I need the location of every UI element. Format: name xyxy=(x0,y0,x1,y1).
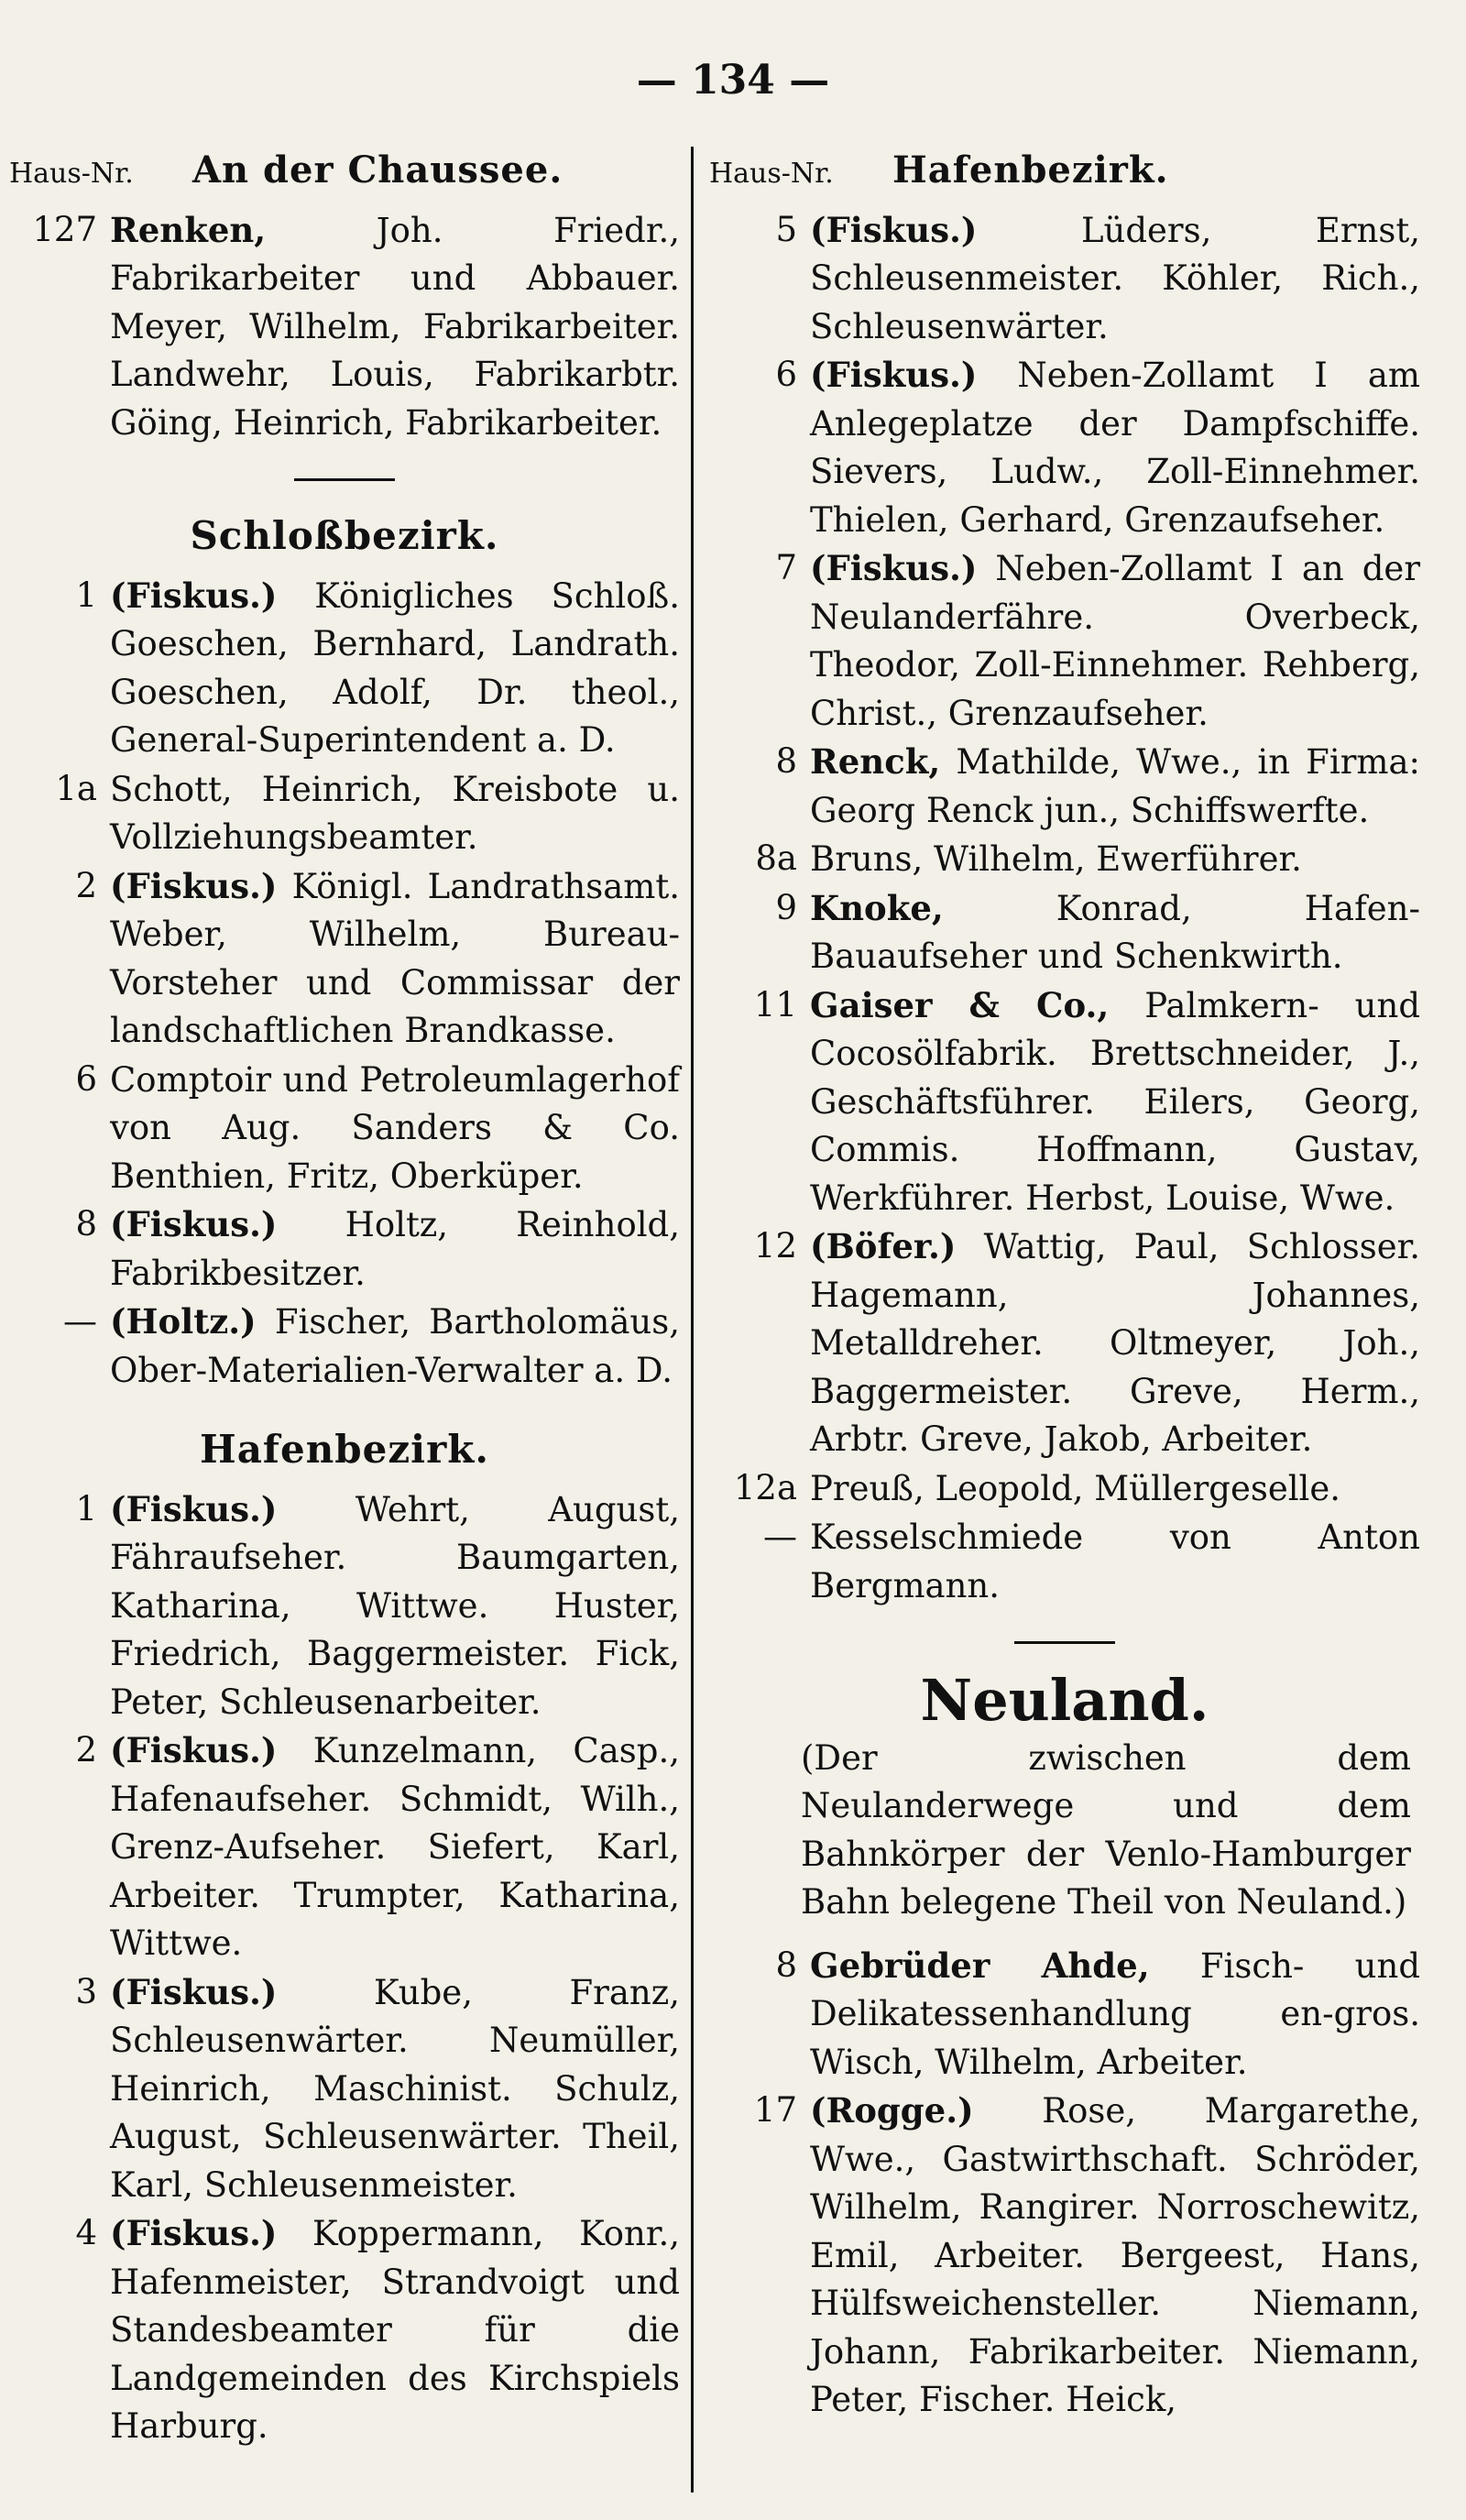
house-number: 4 xyxy=(75,2213,97,2252)
directory-entry xyxy=(709,351,1420,544)
owner-name: Renken, xyxy=(110,209,267,250)
owner-name: (Holtz.) xyxy=(110,1301,257,1342)
right-column xyxy=(698,147,1420,2493)
entry-text xyxy=(810,2087,1420,2425)
residents-text: Wattig, Paul, Schlosser. Hagemann, Johannes, Metalldreher. Oltmeyer, Joh., Baggermeister. Greve, Herm., Arbtr. Greve, Jakob, Arbeiter. xyxy=(810,1227,1420,1459)
owner-name: (Fiskus.) xyxy=(810,548,978,588)
entry-text xyxy=(110,1298,680,1395)
house-number: 12a xyxy=(733,1467,797,1507)
owner-name: (Fiskus.) xyxy=(110,865,278,906)
entry-text xyxy=(810,544,1420,738)
directory-entry xyxy=(709,1222,1420,1464)
owner-name: (Fiskus.) xyxy=(110,1971,278,2012)
residents-text: Fischer, Bartholomäus, Ober-Materialien-Verwalter a. D. xyxy=(110,1302,680,1390)
owner-name: Gebrüder Ahde, xyxy=(810,1945,1150,1986)
residents-text: Königl. Landrathsamt. Weber, Wilhelm, Bureau-Vorsteher und Commissar der landschaftlichen Brandkasse. xyxy=(110,866,681,1050)
residents-text: Palmkern- und Cocosölfabrik. Brettschneider, J., Geschäftsführer. Eilers, Georg, Commis. Hoffmann, Gustav, Werkführer. Herbst, Louise, Wwe. xyxy=(810,985,1421,1218)
hausnr-label: Haus-Nr. xyxy=(9,158,134,190)
entry-text xyxy=(110,572,680,765)
directory-entry xyxy=(709,206,1420,352)
block-title-hafen: Hafenbezirk. xyxy=(200,1427,489,1472)
entry-text xyxy=(110,206,680,448)
chaussee-entries xyxy=(9,206,680,448)
entry-text xyxy=(110,1726,680,1968)
house-number: 8 xyxy=(775,741,797,781)
residents-text: Mathilde, Wwe., in Firma: Georg Renck jun., Schiffswerfte. xyxy=(810,742,1420,830)
residents-text: Preuß, Leopold, Müllergeselle. xyxy=(810,1468,1341,1508)
residents-text: Kunzelmann, Casp., Hafenaufseher. Schmidt, Wilh., Grenz-Aufseher. Siefert, Karl, Arbeiter. Trumpter, Katharina, Wittwe. xyxy=(110,1731,680,1963)
directory-entry xyxy=(709,2087,1420,2425)
hafen-entries-right xyxy=(709,206,1420,1611)
left-column xyxy=(9,147,687,2493)
house-number: 11 xyxy=(753,984,797,1024)
directory-entry xyxy=(9,862,680,1056)
house-number: 2 xyxy=(75,1730,97,1769)
block-title-neuland: Neuland. xyxy=(920,1667,1209,1734)
entry-text xyxy=(110,1968,680,2210)
house-number: 9 xyxy=(775,887,797,927)
column-divider xyxy=(691,147,694,2493)
directory-entry xyxy=(709,544,1420,738)
entry-text xyxy=(810,351,1420,544)
page-number: — 134 — xyxy=(636,57,830,104)
entry-text xyxy=(810,738,1420,835)
directory-entry xyxy=(709,835,1420,884)
entry-text xyxy=(810,206,1420,352)
block-title-schloss: Schloßbezirk. xyxy=(190,513,499,558)
entry-text xyxy=(110,1200,680,1298)
house-number: 6 xyxy=(775,355,797,394)
hausnr-label: Haus-Nr. xyxy=(709,158,834,190)
section-divider xyxy=(1014,1641,1115,1644)
owner-name: (Fiskus.) xyxy=(110,1204,278,1244)
entry-text xyxy=(110,1485,680,1727)
house-number: 17 xyxy=(753,2090,797,2130)
residents-text: Wehrt, August, Fähraufseher. Baumgarten, Katharina, Wittwe. Huster, Friedrich, Baggermeister. Fick, Peter, Schleusenarbeiter. xyxy=(110,1489,680,1722)
residents-text: Joh. Friedr., Fabrikarbeiter und Abbauer. Meyer, Wilhelm, Fabrikarbeiter. Landwehr, Louis, Fabrikarbtr. Göing, Heinrich, Fabrikarbeiter. xyxy=(110,210,680,443)
residents-text: Comptoir und Petroleumlagerhof von Aug. Sanders & Co. Benthien, Fritz, Oberküper. xyxy=(110,1059,680,1196)
residents-text: Kesselschmiede von Anton Bergmann. xyxy=(810,1517,1420,1605)
directory-entry xyxy=(9,2209,680,2451)
section-divider xyxy=(294,478,395,481)
house-number: 6 xyxy=(75,1058,97,1099)
owner-name: (Fiskus.) xyxy=(110,1730,278,1770)
house-number: 8 xyxy=(775,1945,797,1985)
section-title: An der Chaussee. xyxy=(192,148,563,192)
residents-text: Lüders, Ernst, Schleusenmeister. Köhler, Rich., Schleusenwärter. xyxy=(810,210,1421,346)
directory-entry xyxy=(709,738,1420,835)
owner-name: (Böfer.) xyxy=(810,1226,957,1266)
entry-text xyxy=(110,1056,680,1201)
residents-text: Neben-Zollamt I an der Neulanderfähre. Overbeck, Theodor, Zoll-Einnehmer. Rehberg, Christ., Grenzaufseher. xyxy=(810,549,1421,733)
directory-entry xyxy=(709,981,1420,1223)
neuland-entries xyxy=(709,1942,1420,2425)
directory-entry xyxy=(709,1942,1420,2087)
directory-entry xyxy=(9,1200,680,1298)
owner-name: Renck, xyxy=(810,741,941,782)
residents-text: Fisch- und Delikatessenhandlung en-gros. Wisch, Wilhelm, Arbeiter. xyxy=(810,1945,1421,2082)
entry-text xyxy=(810,1513,1420,1610)
house-number: — xyxy=(63,1301,97,1341)
house-number: 1 xyxy=(75,575,97,615)
left-section-header xyxy=(9,147,680,199)
entry-text xyxy=(810,835,1420,884)
residents-text: Neben-Zollamt I am Anlegeplatze der Dampfschiffe. Sievers, Ludw., Zoll-Einnehmer. Thielen, Gerhard, Grenzaufseher. xyxy=(810,356,1421,540)
columns xyxy=(9,147,1420,2493)
directory-entry xyxy=(9,765,680,862)
owner-name: (Rogge.) xyxy=(810,2090,974,2131)
schloss-entries xyxy=(9,572,680,1396)
residents-text: Rose, Margarethe, Wwe., Gastwirthschaft. Schröder, Wilhelm, Rangirer. Norroschewitz, Emil, Arbeiter. Bergeest, Hans, Hülfsweichensteller. Niemann, Johann, Fabrikarbeiter. Niemann, Peter, Fischer. Heick, xyxy=(810,2091,1421,2419)
residents-text: Bruns, Wilhelm, Ewerführer. xyxy=(810,839,1302,879)
owner-name: (Fiskus.) xyxy=(110,575,278,616)
entry-text xyxy=(810,981,1420,1223)
house-number: 5 xyxy=(775,209,797,249)
owner-name: (Fiskus.) xyxy=(810,209,978,250)
house-number: 1a xyxy=(55,768,97,808)
owner-name: (Fiskus.) xyxy=(810,355,978,395)
house-number: 7 xyxy=(775,548,797,587)
house-number: — xyxy=(763,1517,797,1556)
entry-text xyxy=(810,1942,1420,2087)
directory-entry xyxy=(709,884,1420,981)
owner-name: (Fiskus.) xyxy=(110,1488,278,1529)
directory-entry xyxy=(9,206,680,448)
directory-entry xyxy=(9,572,680,765)
entry-text xyxy=(110,765,680,862)
residents-text: Kube, Franz, Schleusenwärter. Neumüller, Heinrich, Maschinist. Schulz, August, Schleusenwärter. Theil, Karl, Schleusenmeister. xyxy=(110,1972,681,2205)
directory-entry xyxy=(709,1513,1420,1610)
owner-name: (Fiskus.) xyxy=(110,2213,278,2253)
residents-text: Koppermann, Konr., Hafenmeister, Strandvoigt und Standesbeamter für die Landgemeinden des Kirchspiels Harburg. xyxy=(110,2214,680,2446)
house-number: 3 xyxy=(75,1971,97,2011)
directory-entry xyxy=(9,1726,680,1968)
directory-entry xyxy=(9,1298,680,1395)
hafen-entries-left xyxy=(9,1485,680,2451)
entry-text xyxy=(810,1464,1420,1514)
residents-text: Schott, Heinrich, Kreisbote u. Vollziehungsbeamter. xyxy=(110,769,680,857)
owner-name: Knoke, xyxy=(810,887,944,928)
directory-entry xyxy=(709,1464,1420,1514)
house-number: 1 xyxy=(75,1488,97,1528)
house-number: 2 xyxy=(75,865,97,905)
entry-text xyxy=(110,862,680,1056)
directory-entry xyxy=(9,1968,680,2210)
residents-text: Königliches Schloß. Goeschen, Bernhard, Landrath. Goeschen, Adolf, Dr. theol., General-Superintendent a. D. xyxy=(110,575,680,760)
residents-text: Holtz, Reinhold, Fabrikbesitzer. xyxy=(110,1205,680,1293)
entry-text xyxy=(110,2209,680,2451)
directory-entry xyxy=(9,1056,680,1201)
house-number: 8 xyxy=(75,1204,97,1244)
section-title: Hafenbezirk. xyxy=(892,148,1169,192)
right-section-header xyxy=(709,147,1420,199)
entry-text xyxy=(810,884,1420,981)
owner-name: Gaiser & Co., xyxy=(810,984,1110,1025)
house-number: 127 xyxy=(32,209,97,249)
neuland-note: (Der zwischen dem Neulanderwege und dem Bahnkörper der Venlo-Hamburger Bahn belegene Theil von Neuland.) xyxy=(801,1737,1411,1922)
house-number: 12 xyxy=(753,1226,797,1265)
entry-text xyxy=(810,1222,1420,1464)
residents-text: Konrad, Hafen-Bauaufseher und Schenkwirth. xyxy=(810,888,1420,976)
directory-entry xyxy=(9,1485,680,1727)
house-number: 8a xyxy=(755,838,797,878)
